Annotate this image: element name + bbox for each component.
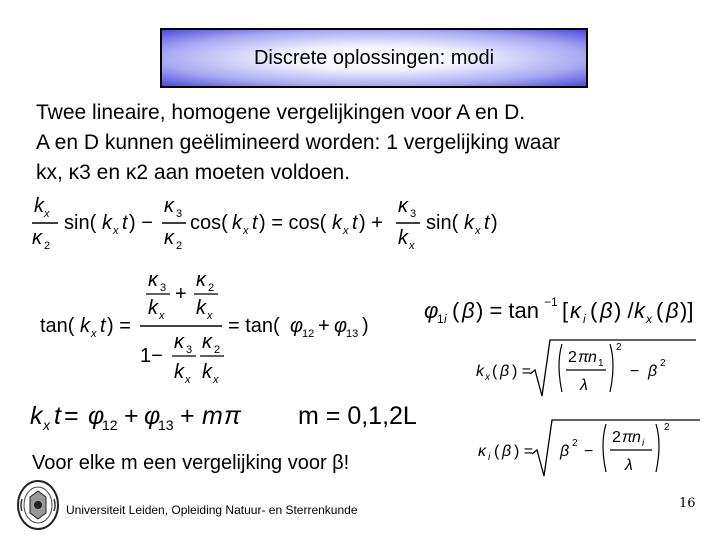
- svg-text:2: 2: [660, 358, 666, 369]
- svg-text:t: t: [484, 212, 490, 234]
- svg-text:(: (: [452, 298, 460, 323]
- svg-text:β: β: [600, 298, 613, 323]
- body-line-1: Twee lineaire, homogene vergelijkingen voor A en D.: [36, 101, 526, 124]
- svg-text:2: 2: [208, 282, 215, 294]
- svg-text:κ: κ: [164, 195, 174, 217]
- svg-text:2: 2: [612, 429, 621, 446]
- svg-text:k: k: [30, 402, 43, 430]
- svg-text:x: x: [475, 225, 481, 237]
- equation-phi: [420, 288, 720, 328]
- svg-text:sin(: sin(: [426, 212, 459, 234]
- svg-text:k: k: [476, 363, 484, 380]
- svg-text:2: 2: [214, 344, 221, 356]
- svg-text:i: i: [642, 438, 645, 449]
- svg-text:+: +: [175, 283, 187, 305]
- svg-text:2: 2: [616, 342, 622, 353]
- equation-tan: [36, 268, 396, 390]
- svg-text:(: (: [494, 443, 500, 460]
- svg-text:k: k: [174, 361, 184, 383]
- svg-text:x: x: [44, 208, 50, 220]
- svg-text:x: x: [91, 328, 97, 340]
- svg-text:+: +: [180, 402, 195, 430]
- svg-text:x: x: [207, 310, 213, 322]
- svg-text:2: 2: [572, 438, 578, 449]
- svg-text:k: k: [148, 297, 158, 319]
- svg-text:k: k: [102, 212, 112, 234]
- university-seal-logo: [16, 479, 60, 531]
- svg-text:x: x: [485, 372, 490, 383]
- svg-text:β: β: [500, 363, 510, 380]
- svg-text:2: 2: [176, 240, 183, 252]
- svg-text:13: 13: [158, 417, 174, 433]
- body-text: [36, 98, 560, 188]
- svg-text:π: π: [622, 429, 633, 446]
- svg-text:κ: κ: [570, 298, 581, 323]
- svg-text:(: (: [590, 298, 598, 323]
- svg-text:β: β: [560, 443, 570, 460]
- svg-text:k: k: [196, 297, 206, 319]
- svg-text:κ: κ: [478, 443, 486, 460]
- svg-text:β: β: [502, 443, 512, 460]
- svg-text:k: k: [34, 195, 44, 217]
- svg-text:2: 2: [44, 240, 51, 252]
- svg-text:3: 3: [160, 282, 167, 294]
- svg-text:+: +: [318, 315, 330, 337]
- body-line-3: kx, κ3 en κ2 aan moeten voldoen.: [36, 161, 351, 184]
- mode-values: m = 0,1,2L: [298, 402, 417, 430]
- svg-text:φ: φ: [144, 402, 161, 430]
- svg-text:t: t: [100, 315, 106, 337]
- svg-text:) = cos(: ) = cos(: [259, 212, 327, 234]
- svg-text:) −: ) −: [129, 212, 153, 234]
- svg-text:cos(: cos(: [190, 212, 228, 234]
- svg-text:x: x: [646, 312, 652, 326]
- svg-text:κ: κ: [174, 331, 184, 353]
- svg-text:κ: κ: [32, 227, 42, 249]
- svg-text:x: x: [213, 374, 219, 386]
- svg-text:x: x: [243, 225, 249, 237]
- svg-text:=: =: [64, 402, 79, 430]
- slide-title: Discrete oplossingen: modi: [253, 46, 495, 69]
- svg-text:(: (: [492, 363, 498, 380]
- svg-text:(: (: [656, 298, 664, 323]
- svg-text:t: t: [54, 402, 61, 430]
- svg-text:β: β: [648, 363, 658, 380]
- svg-text:λ: λ: [580, 377, 588, 394]
- svg-text:λ: λ: [625, 457, 633, 474]
- svg-text:−: −: [630, 363, 640, 380]
- svg-text:3: 3: [186, 344, 193, 356]
- page-number: 16: [679, 496, 696, 511]
- svg-text:m: m: [202, 402, 223, 430]
- svg-text:2: 2: [568, 349, 577, 366]
- svg-text:φ: φ: [88, 402, 105, 430]
- svg-text:φ: φ: [424, 298, 439, 323]
- svg-text:κ: κ: [164, 227, 174, 249]
- svg-text:= tan(: = tan(: [228, 315, 280, 337]
- svg-text:k: k: [332, 212, 342, 234]
- svg-text:t: t: [352, 212, 358, 234]
- svg-text:) = tan: ) = tan: [476, 298, 539, 323]
- svg-text:): ): [491, 212, 498, 234]
- svg-text:κ: κ: [148, 269, 158, 291]
- note-text: Voor elke m een vergelijking voor β!: [32, 452, 350, 474]
- svg-text:φ: φ: [334, 315, 348, 337]
- svg-text:) /: ) /: [614, 298, 634, 323]
- svg-text:x: x: [185, 374, 191, 386]
- svg-text:sin(: sin(: [64, 212, 97, 234]
- svg-text:φ: φ: [290, 315, 304, 337]
- equation-mode-condition: [28, 392, 448, 440]
- svg-text:x: x: [409, 240, 415, 252]
- svg-text:i: i: [444, 312, 447, 326]
- svg-text:β: β: [462, 298, 475, 323]
- svg-text:) =: ) =: [107, 315, 131, 337]
- footer-text: Universiteit Leiden, Opleiding Natuur- en Sterrenkunde: [66, 503, 358, 517]
- svg-text:1−: 1−: [140, 345, 163, 367]
- svg-text:k: k: [202, 361, 212, 383]
- svg-text:k: k: [634, 298, 645, 323]
- svg-text:tan(: tan(: [40, 315, 75, 337]
- equation-kappa-i: [474, 414, 714, 484]
- svg-text:) =: ) =: [514, 443, 534, 460]
- equation-sin-cos: [30, 192, 510, 256]
- svg-text:n: n: [588, 349, 597, 366]
- svg-text:) =: ) =: [512, 363, 532, 380]
- svg-text:[: [: [562, 298, 569, 323]
- slide-title-box: [160, 28, 588, 88]
- svg-text:k: k: [232, 212, 242, 234]
- svg-text:i: i: [583, 312, 586, 326]
- svg-text:x: x: [343, 225, 349, 237]
- svg-text:3: 3: [410, 208, 417, 220]
- svg-text:)]: )]: [680, 298, 694, 323]
- svg-text:κ: κ: [202, 331, 212, 353]
- equation-kx: [470, 334, 720, 404]
- svg-text:π: π: [578, 349, 589, 366]
- svg-text:) +: ) +: [359, 212, 383, 234]
- svg-text:x: x: [159, 310, 165, 322]
- svg-text:12: 12: [102, 417, 118, 433]
- svg-text:κ: κ: [196, 269, 206, 291]
- svg-text:k: k: [398, 227, 408, 249]
- svg-text:1: 1: [598, 358, 604, 369]
- svg-text:−: −: [584, 443, 594, 460]
- svg-text:β: β: [666, 298, 679, 323]
- svg-text:+: +: [124, 402, 139, 430]
- svg-text:n: n: [632, 429, 641, 446]
- svg-text:k: k: [464, 212, 474, 234]
- svg-text:12: 12: [302, 328, 315, 340]
- svg-text:π: π: [224, 402, 241, 430]
- svg-text:t: t: [252, 212, 258, 234]
- svg-text:13: 13: [346, 328, 359, 340]
- svg-text:1: 1: [437, 312, 444, 326]
- svg-text:3: 3: [176, 208, 183, 220]
- svg-text:k: k: [80, 315, 90, 337]
- svg-text:i: i: [488, 452, 491, 463]
- svg-text:): ): [362, 315, 369, 337]
- svg-text:x: x: [43, 417, 50, 433]
- svg-text:2: 2: [664, 422, 670, 433]
- body-line-2: A en D kunnen geëlimineerd worden: 1 vergelijking waar: [36, 131, 561, 154]
- svg-text:t: t: [122, 212, 128, 234]
- svg-text:κ: κ: [398, 195, 408, 217]
- svg-text:x: x: [113, 225, 119, 237]
- svg-text:−1: −1: [544, 295, 558, 309]
